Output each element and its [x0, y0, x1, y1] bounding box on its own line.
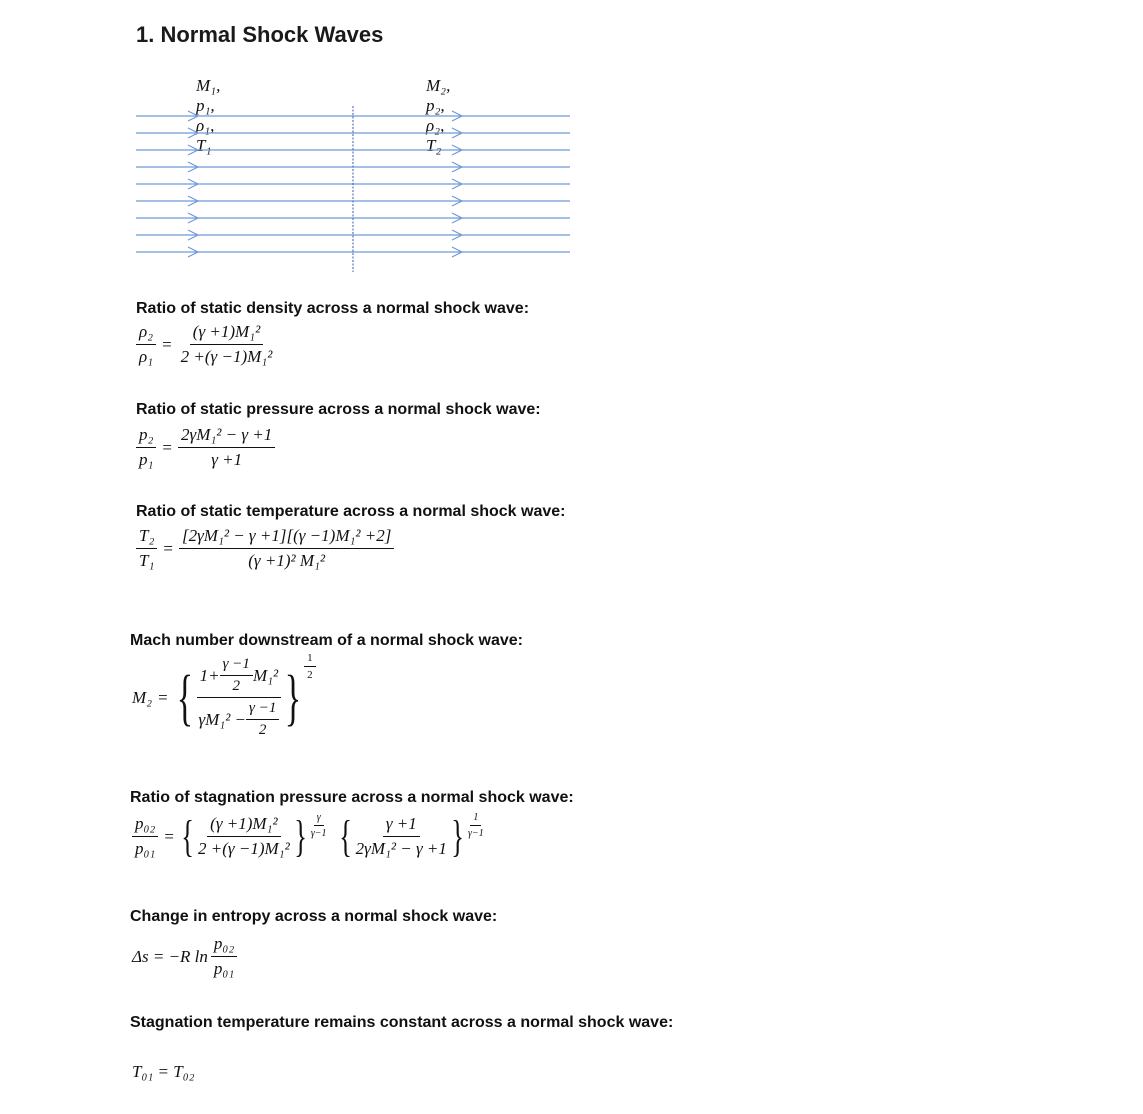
sp-lhs-num: p₀₂ [132, 814, 158, 837]
mach-equation: M₂ = { 1+ $\frac{\gamma -1}{2}$ M₁² γM₁² − $\frac{\gamma -1}{2}$ } $\frac{1}{2}$ [132, 656, 316, 739]
sp-lhs-den: p₀₁ [135, 839, 156, 858]
stagnation-temperature-equation: T₀₁ = T₀₂ [132, 1062, 195, 1081]
density-heading: Ratio of static density across a normal shock wave: [136, 300, 530, 317]
mach-right-brace: } [285, 663, 302, 732]
pressure-rhs-den: γ +1 [211, 450, 243, 469]
temperature-lhs-den: T₁ [139, 551, 155, 570]
entropy-heading: Change in entropy across a normal shock wave: [130, 908, 498, 925]
stagnation-pressure-equation: $\frac{\text{p₀₂}}{\text{p₀₁}}$ = { $\frac{\text{(γ +1)M₁²}}{\text{2 +(γ −1)M₁²}}$ } $\frac{\gamma}{\gamma-1}$ { $\frac{\gamma +1}{\text{2γM₁² − γ +1}}$ } $\frac{1}{\gamma-1}$ [132, 814, 487, 859]
temperature-lhs-num: T₂ [136, 526, 157, 549]
density-rhs [178, 322, 276, 367]
mach-heading: Mach number downstream of a normal shock wave: [130, 632, 523, 649]
downstream-label: M₂, p₂, ρ₂, T₂ [426, 76, 451, 155]
density-lhs [136, 322, 156, 367]
pressure-lhs-num: p₂ [136, 425, 156, 448]
mach-inner-fraction [195, 656, 282, 739]
sp-left-brace-2: { [338, 811, 352, 861]
mach-inner-num-a: 1+ [199, 665, 220, 685]
density-rhs-num: (γ +1)M₁² [190, 322, 263, 345]
sp-t2-exp-den: γ−1 [468, 828, 484, 839]
density-lhs-den: ρ₁ [139, 347, 154, 366]
mach-lhs: M₂ [132, 687, 153, 707]
entropy-lhs: Δs = −R ln [132, 946, 208, 966]
sp-t2-den: 2γM₁² − γ +1 [355, 839, 447, 858]
mach-inner-num-b: M₁² [252, 665, 279, 685]
pressure-rhs-num: 2γM₁² − γ +1 [178, 425, 275, 448]
mach-inner-den-a: γM₁² − [198, 709, 247, 729]
entropy-equation [132, 934, 237, 979]
sp-right-brace-1: } [293, 811, 307, 861]
temperature-equation: $\frac{\text{T₂}}{\text{T₁}}$ = $\frac{\text{[2γM₁² − γ +1][(γ −1)M₁² +2]}}{\text{(γ +1)² M₁²}}$ [136, 526, 394, 571]
temperature-heading: Ratio of static temperature across a normal shock wave: [136, 503, 566, 520]
pressure-lhs-den: p₁ [139, 450, 154, 469]
upstream-label: M₁, p₁, ρ₁, T₁ [196, 76, 221, 155]
sp-left-brace-1: { [181, 811, 194, 861]
temperature-rhs-den: (γ +1)² M₁² [248, 551, 326, 570]
mach-exponent [304, 652, 316, 681]
mach-exp-num: 1 [304, 652, 316, 667]
density-equation: $\frac{\text{ρ₂}}{\text{ρ₁}}$ = $\frac{\text{(γ +1)M₁²}}{\text{2 +(γ −1)M₁²}}$ [136, 322, 275, 367]
sp-t1-num: (γ +1)M₁² [207, 814, 280, 837]
entropy-frac-num: p₀₂ [211, 934, 237, 957]
density-lhs-num: ρ₂ [136, 322, 156, 345]
mach-left-brace: { [176, 663, 193, 732]
stagnation-temperature-heading: Stagnation temperature remains constant across a normal shock wave: [130, 1014, 674, 1031]
pressure-equation: $\frac{\text{p₂}}{\text{p₁}}$ = $\frac{\text{2γM₁² − γ +1}}{\gamma +1}$ [136, 425, 275, 470]
streamline-diagram [130, 100, 580, 280]
mach-exp-den: 2 [307, 669, 313, 681]
pressure-heading: Ratio of static pressure across a normal shock wave: [136, 401, 541, 418]
sp-t1-den: 2 +(γ −1)M₁² [198, 839, 290, 858]
page-title: 1. Normal Shock Waves [136, 22, 384, 47]
sp-t1-exp-den: γ−1 [310, 828, 327, 839]
mach-inner-den-frac-den: 2 [258, 722, 267, 738]
sp-right-brace-2: } [451, 811, 464, 861]
temperature-rhs-num: [2γM₁² − γ +1][(γ −1)M₁² +2] [179, 526, 394, 549]
stagnation-pressure-heading: Ratio of stagnation pressure across a normal shock wave: [130, 789, 574, 806]
mach-inner-den-frac-num: γ −1 [246, 700, 279, 720]
density-rhs-den: 2 +(γ −1)M₁² [180, 347, 273, 366]
sp-t1-exp-num: γ [314, 812, 324, 826]
sp-t2-num: γ +1 [383, 814, 420, 837]
entropy-frac-den: p₀₁ [213, 959, 235, 978]
sp-t2-exp-num: 1 [470, 812, 481, 826]
mach-inner-num-frac-den: 2 [232, 678, 241, 694]
mach-inner-num-frac-num: γ −1 [220, 656, 253, 676]
